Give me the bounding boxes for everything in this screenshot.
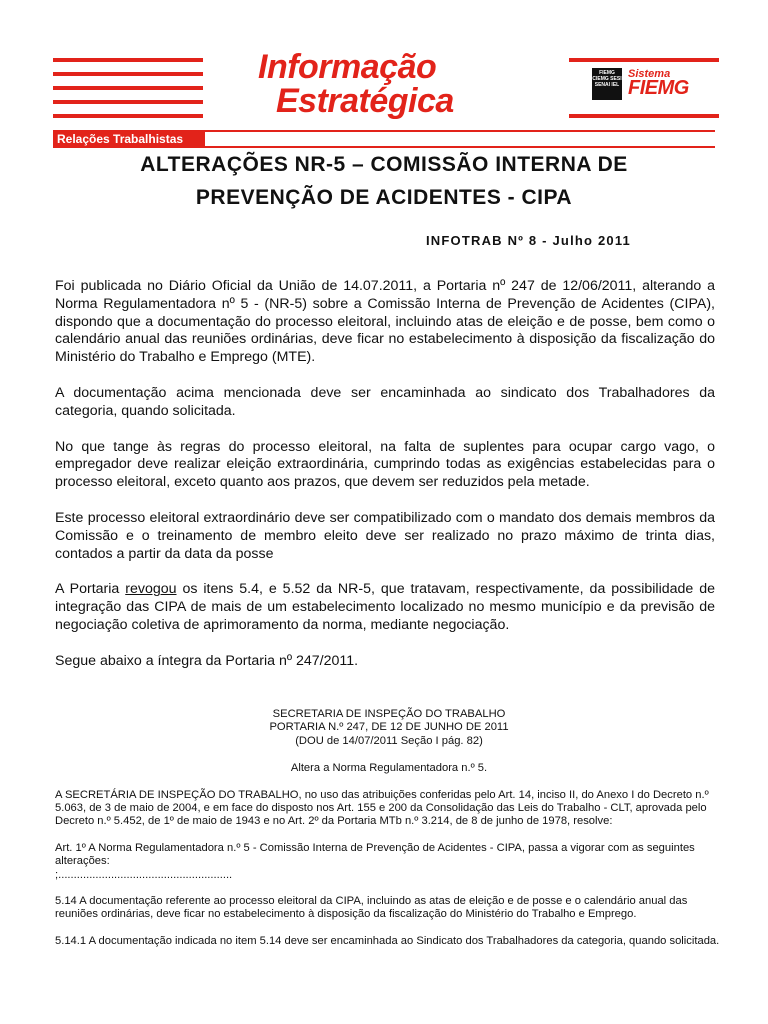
portaria-article: Art. 1º A Norma Regulamentadora n.º 5 - Comissão Interna de Prevenção de Acidentes - CIPA, passa a vigorar com as seguintes alterações: <box>55 841 695 868</box>
paragraph: Segue abaixo a íntegra da Portaria nº 247/2011. <box>55 652 359 669</box>
red-stripe <box>53 58 203 62</box>
article-body <box>55 278 715 689</box>
paragraph: No que tange às regras do processo eleitoral, na falta de suplentes para ocupar cargo vago, o empregador deve realizar eleição extraordinária, cumprindo todas as exigências estabelecidas para o processo eleitoral, exceto quanto aos prazos, que devem ser reduzidos pela metade. <box>55 438 715 491</box>
infotrab-issue: INFOTRAB Nº 8 - Julho 2011 <box>426 233 631 248</box>
paragraph-text: os itens 5.4, e 5.52 da NR-5, que tratavam, respectivamente, da possibilidade de integração das CIPA de mais de um estabelecimento localizado no mesmo município e da previsão de negociação coletiva de aprimoramento da norma, mediante negociação. <box>55 581 716 633</box>
section-bar <box>53 130 715 148</box>
section-label: Relações Trabalhistas <box>53 130 205 148</box>
portaria-heading-line: (DOU de 14/07/2011 Seção I pág. 82) <box>295 734 483 747</box>
red-stripe <box>569 58 719 62</box>
fiemg-logo-mark: FIEMG CIEMG SESI SENAI IEL <box>592 68 622 100</box>
paragraph: Foi publicada no Diário Oficial da União de 14.07.2011, a Portaria nº 247 de 12/06/2011, alterando a Norma Regulamentadora nº 5 - (NR-5) sobre a Comissão Interna de Prevenção de Acidentes (CIPA), dispondo que a documentação do processo eleitoral, incluindo atas de eleição e de posse, bem como o calendário anual das reuniões ordinárias, deve ficar no estabelecimento à disposição da fiscalização do Ministério do Trabalho e Emprego (MTE). <box>55 278 715 366</box>
red-stripe <box>53 114 203 118</box>
underlined-word: revogou <box>125 581 177 598</box>
portaria-text <box>55 708 723 961</box>
header-lines-left <box>53 58 203 128</box>
portaria-heading-line: PORTARIA N.º 247, DE 12 DE JUNHO DE 2011 <box>269 721 509 734</box>
paragraph: Este processo eleitoral extraordinário deve ser compatibilizado com o mandato dos demais membros da Comissão e o treinamento de membro eleito deve ser realizado no prazo máximo de trinta dias, contados a partir da data da posse <box>55 509 715 562</box>
document-title <box>40 148 728 214</box>
publication-title-line1: Informação <box>258 48 437 86</box>
portaria-item: 5.14 A documentação referente ao processo eleitoral da CIPA, incluindo as atas de eleição e de posse e o calendário anual das reuniões ordinárias, deve ficar no estabelecimento à disposição da fiscalização do Ministério do Trabalho e Emprego. <box>55 895 688 921</box>
red-stripe <box>569 114 719 118</box>
document-title-line1: ALTERAÇÕES NR-5 – COMISSÃO INTERNA DE <box>140 153 628 176</box>
logo-fiemg-label: FIEMG <box>628 77 689 99</box>
red-stripe <box>53 100 203 104</box>
paragraph: A documentação acima mencionada deve ser encaminhada ao sindicato dos Trabalhadores da categoria, quando solicitada. <box>55 384 715 419</box>
paragraph <box>55 581 715 634</box>
publication-title <box>258 50 538 118</box>
document-title-line2: PREVENÇÃO DE ACIDENTES - CIPA <box>195 186 573 209</box>
publication-title-line2: Estratégica <box>276 82 454 120</box>
portaria-dots: ;........................................................ <box>55 868 233 881</box>
portaria-preambulo: A SECRETÁRIA DE INSPEÇÃO DO TRABALHO, no uso das atribuições conferidas pelo Art. 14, inciso II, do Anexo I do Decreto n.º 5.063, de 3 de maio de 2004, e em face do disposto nos Art. 155 e 200 da Consolidação das Leis do Trabalho - CLT, aprovada pelo Decreto n.º 5.452, de 1º de maio de 1943 e no Art. 2º da Portaria MTb n.º 3.214, de 8 de junho de 1978, resolve: <box>55 788 709 828</box>
red-stripe <box>53 86 203 90</box>
fiemg-logo <box>588 68 720 108</box>
logo-sistema-label: Sistema <box>628 68 671 80</box>
paragraph-text: A Portaria <box>55 581 126 598</box>
red-stripe <box>53 72 203 76</box>
portaria-ementa: Altera a Norma Regulamentadora n.º 5. <box>290 762 488 775</box>
portaria-heading <box>55 708 723 748</box>
portaria-item: 5.14.1 A documentação indicada no item 5.14 deve ser encaminhada ao Sindicato dos Trabalhadores da categoria, quando solicitada. <box>55 934 720 947</box>
portaria-heading-line: SECRETARIA DE INSPEÇÃO DO TRABALHO <box>272 708 506 720</box>
